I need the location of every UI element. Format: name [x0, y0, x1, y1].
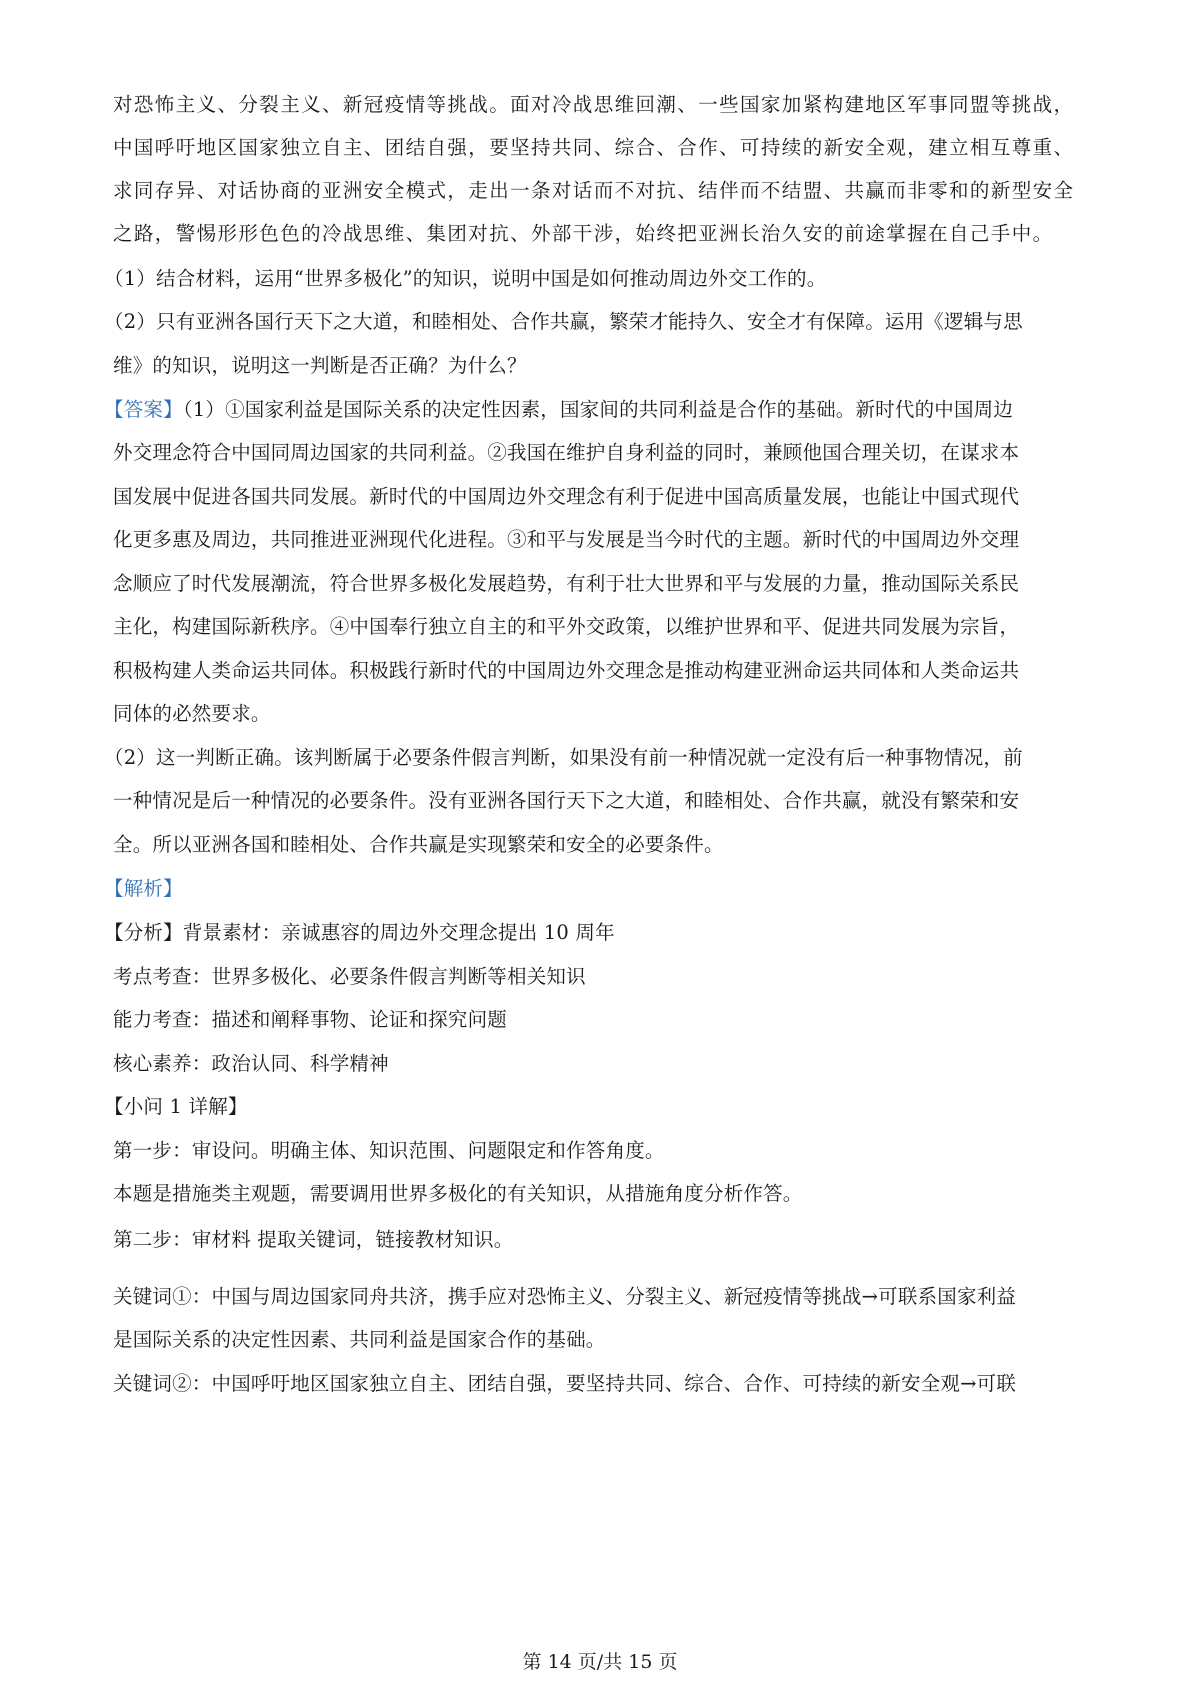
- analysis-line: 核心素养：政治认同、科学精神: [113, 1052, 389, 1075]
- answer-line: 主化，构建国际新秩序。④中国奉行独立自主的和平外交政策，以维护世界和平、促进共同发展为宗旨，: [113, 615, 1020, 638]
- answer-line: 国发展中促进各国共同发展。新时代的中国周边外交理念有利于促进中国高质量发展，也能让中国式现代: [113, 485, 1020, 508]
- question-2-line: （2）只有亚洲各国行天下之大道，和睦相处、合作共赢，繁荣才能持久、安全才有保障。运用《逻辑与思: [104, 310, 1023, 333]
- answer-line: 积极构建人类命运共同体。积极践行新时代的中国周边外交理念是推动构建亚洲命运共同体和人类命运共: [113, 659, 1020, 682]
- analysis-tag: 【解析】: [104, 877, 183, 900]
- answer-part2-line: 一种情况是后一种情况的必要条件。没有亚洲各国行天下之大道，和睦相处、合作共赢，就没有繁荣和安: [113, 789, 1020, 812]
- answer-line: 念顺应了时代发展潮流，符合世界多极化发展趋势，有利于壮大世界和平与发展的力量，推动国际关系民: [113, 572, 1020, 595]
- analysis-line: 关键词①：中国与周边国家同舟共济，携手应对恐怖主义、分裂主义、新冠疫情等挑战→可联系国家利益: [113, 1285, 1017, 1308]
- answer-line: 外交理念符合中国同周边国家的共同利益。②我国在维护自身利益的同时，兼顾他国合理关切，在谋求本: [113, 441, 1020, 464]
- analysis-line: 关键词②：中国呼吁地区国家独立自主、团结自强，要坚持共同、综合、合作、可持续的新安全观→可联: [113, 1372, 1017, 1395]
- answer-part2-line: （2）这一判断正确。该判断属于必要条件假言判断，如果没有前一种情况就一定没有后一种事物情况，前: [104, 746, 1023, 769]
- answer-tag: 【答案】: [104, 398, 183, 421]
- analysis-line: 是国际关系的决定性因素、共同利益是国家合作的基础。: [113, 1328, 606, 1351]
- material-line: 中国呼吁地区国家独立自主、团结自强，要坚持共同、综合、合作、可持续的新安全观，建立相互尊重、: [113, 136, 1075, 159]
- page-number: 第 14 页/共 15 页: [522, 1651, 678, 1673]
- answer-line: 化更多惠及周边，共同推进亚洲现代化进程。③和平与发展是当今时代的主题。新时代的中国周边外交理: [113, 528, 1020, 551]
- material-line: 之路，警惕形形色色的冷战思维、集团对抗、外部干涉，始终把亚洲长治久安的前途掌握在自己手中。: [113, 222, 1054, 245]
- analysis-line: 第一步：审设问。明确主体、知识范围、问题限定和作答角度。: [113, 1139, 665, 1162]
- analysis-line: 考点考查：世界多极化、必要条件假言判断等相关知识: [113, 965, 586, 988]
- answer-part2-line: 全。所以亚洲各国和睦相处、合作共赢是实现繁荣和安全的必要条件。: [113, 833, 724, 856]
- material-line: 对恐怖主义、分裂主义、新冠疫情等挑战。面对冷战思维回潮、一些国家加紧构建地区军事同盟等挑战，: [113, 93, 1075, 116]
- material-line: 求同存异、对话协商的亚洲安全模式，走出一条对话而不对抗、结伴而不结盟、共赢而非零和的新型安全: [113, 179, 1075, 202]
- answer-text: （1）①国家利益是国际关系的决定性因素，国家间的共同利益是合作的基础。新时代的中国周边: [182, 398, 1014, 421]
- answer-line: 同体的必然要求。: [113, 702, 271, 725]
- question-1: （1）结合材料，运用“世界多极化”的知识，说明中国是如何推动周边外交工作的。: [104, 267, 827, 290]
- analysis-subheading: 【小问 1 详解】: [104, 1095, 248, 1118]
- analysis-line: 【分析】背景素材：亲诚惠容的周边外交理念提出 10 周年: [104, 921, 615, 944]
- answer-first-line: [104, 397, 1013, 423]
- analysis-line: 能力考查：描述和阐释事物、论证和探究问题: [113, 1008, 508, 1031]
- analysis-line: 第二步：审材料 提取关键词，链接教材知识。: [113, 1228, 514, 1251]
- analysis-line: 本题是措施类主观题，需要调用世界多极化的有关知识，从措施角度分析作答。: [113, 1182, 803, 1205]
- question-2-line: 维》的知识，说明这一判断是否正确？为什么？: [113, 354, 527, 377]
